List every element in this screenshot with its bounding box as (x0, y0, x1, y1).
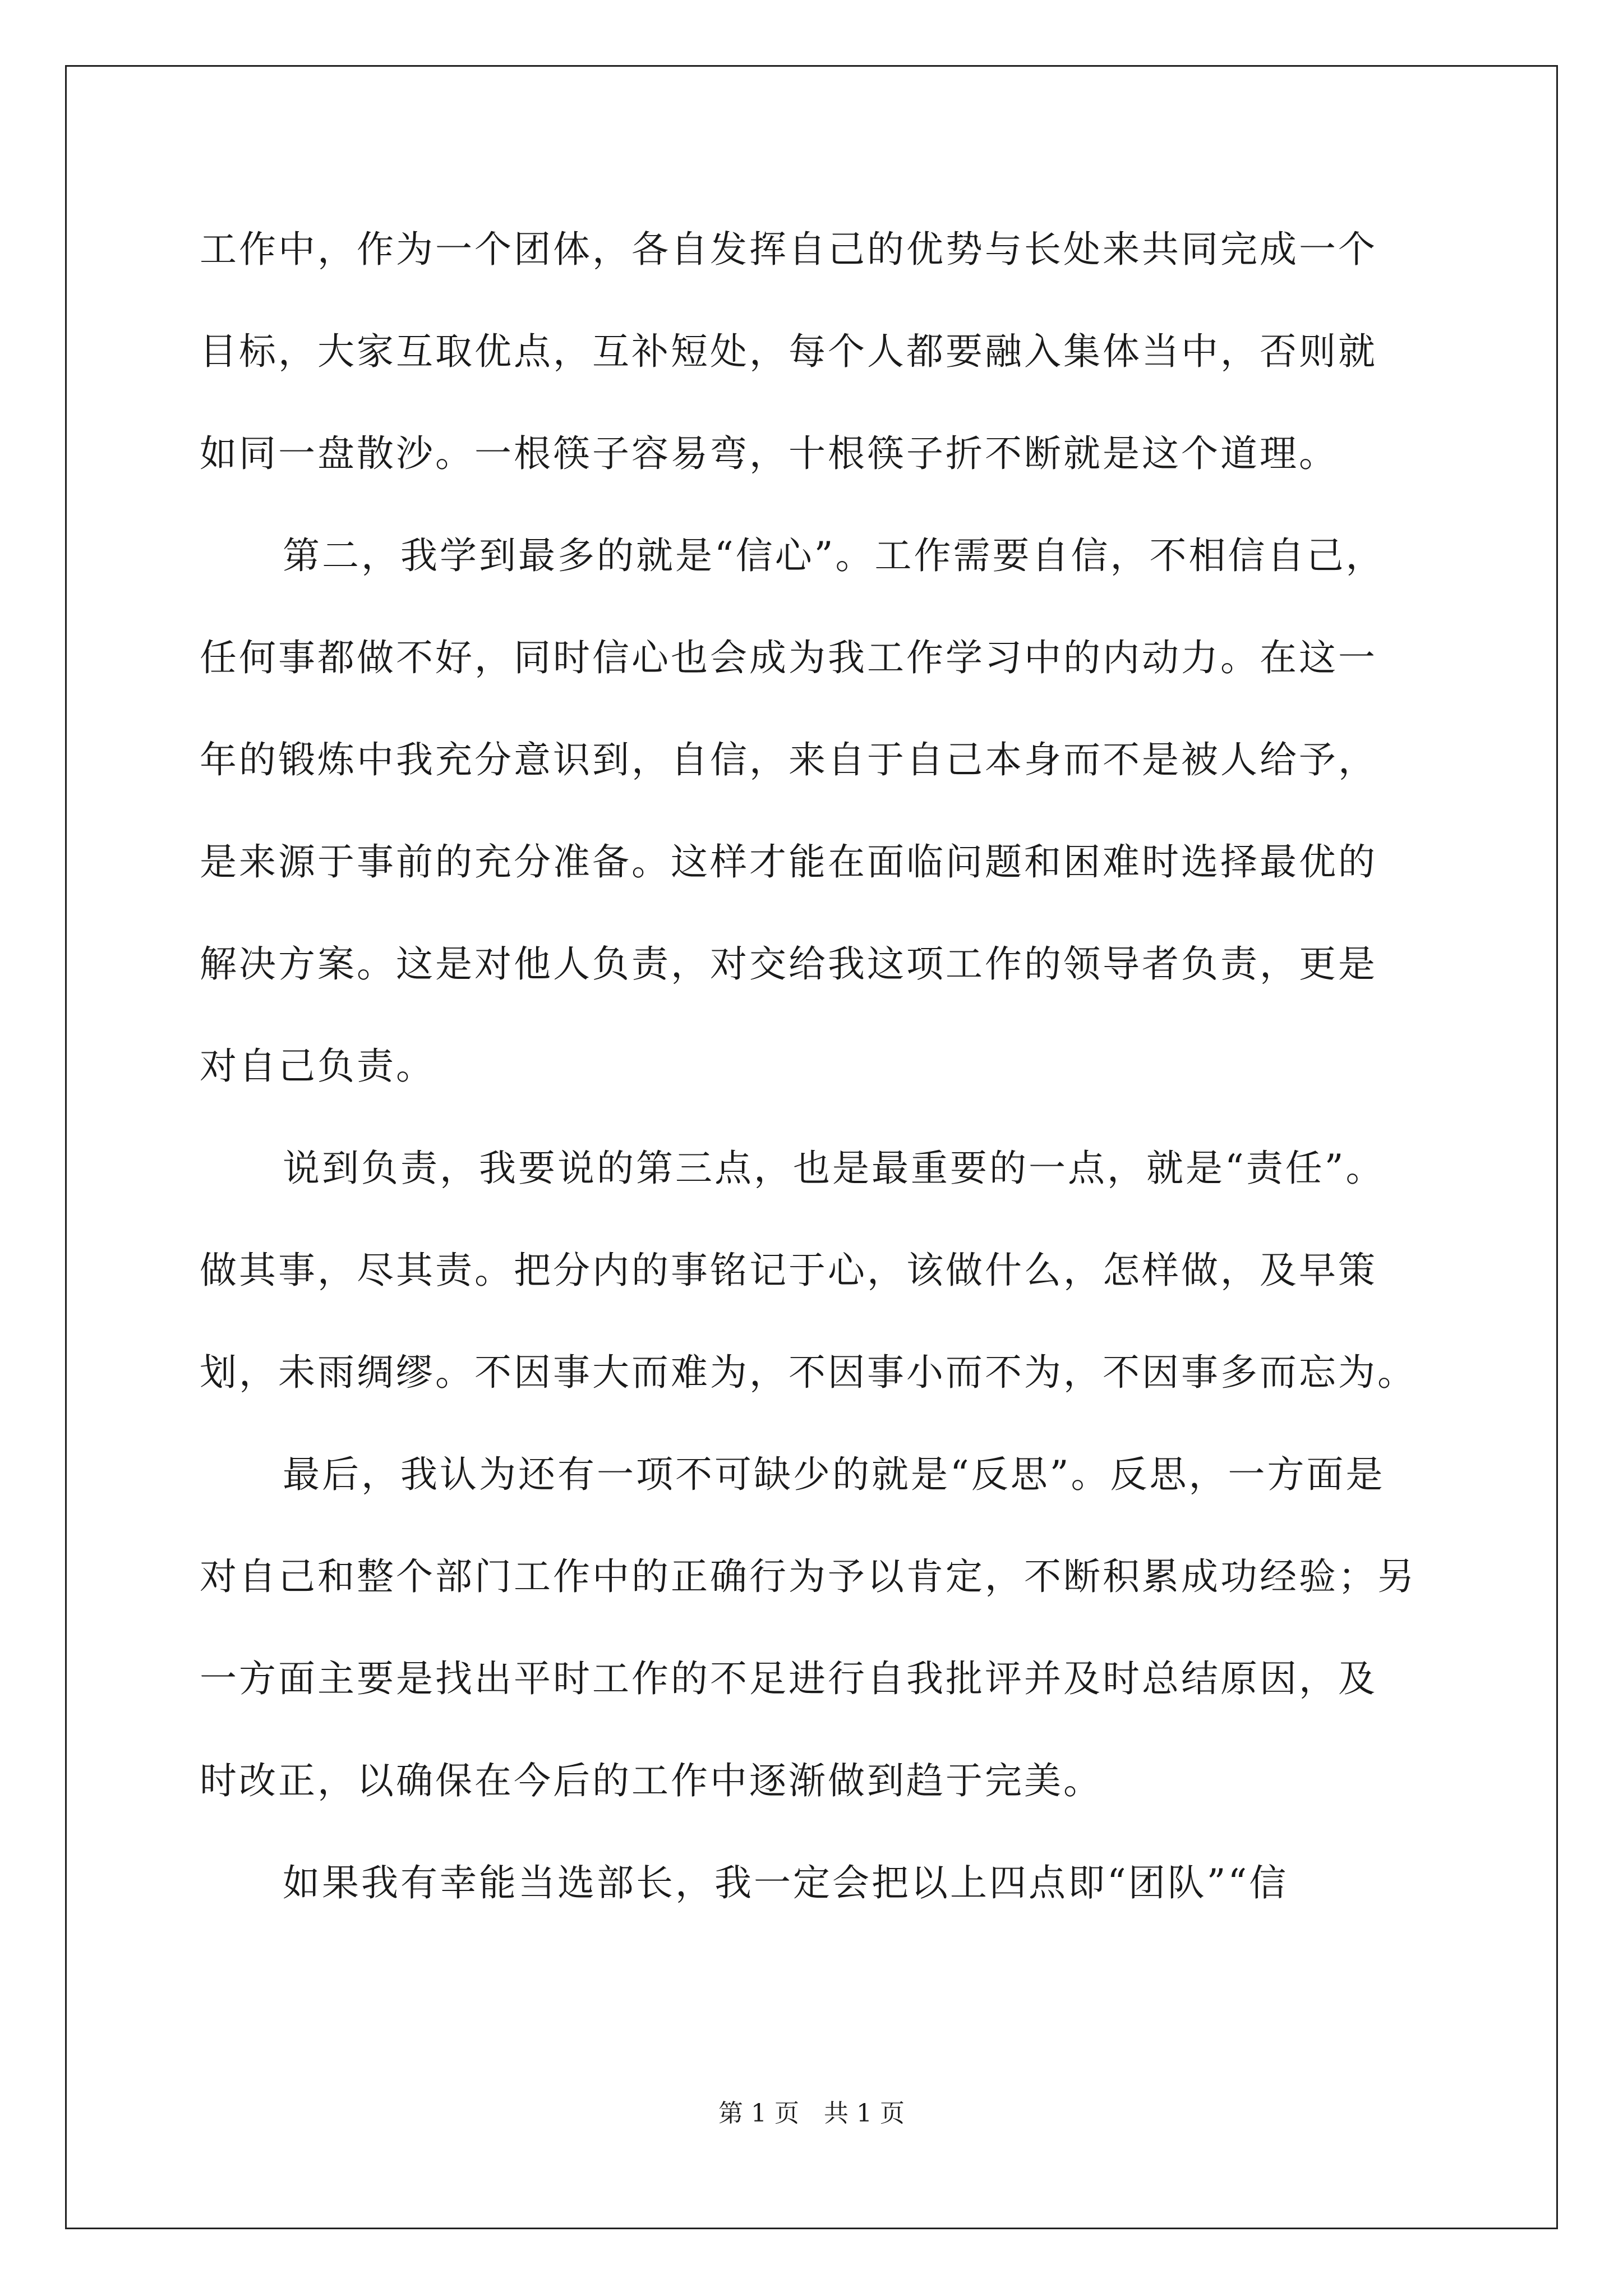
text-line: 年的锻炼中我充分意识到，自信，来自于自己本身而不是被人给予， (200, 738, 1377, 781)
text-line: 工作中，作为一个团体，各自发挥自己的优势与长处来共同完成一个 (200, 228, 1377, 271)
text-line: 是来源于事前的充分准备。这样才能在面临问题和困难时选择最优的 (200, 840, 1377, 884)
paragraph-start-line: 说到负责，我要说的第三点，也是最重要的一点，就是“责任”。 (283, 1147, 1385, 1190)
paragraph-start-line: 最后，我认为还有一项不可缺少的就是“反思”。反思，一方面是 (283, 1453, 1385, 1496)
text-line: 如同一盘散沙。一根筷子容易弯，十根筷子折不断就是这个道理。 (200, 432, 1338, 475)
text-line: 对自己负责。 (200, 1045, 435, 1088)
text-line: 时改正，以确保在今后的工作中逐渐做到趋于完美。 (200, 1759, 1103, 1802)
text-line: 目标，大家互取优点，互补短处，每个人都要融入集体当中，否则就 (200, 330, 1377, 373)
text-line: 任何事都做不好，同时信心也会成为我工作学习中的内动力。在这一 (200, 636, 1377, 679)
page-number-label: 第 1 页 共 1 页 (718, 2099, 905, 2128)
page-footer (0, 2097, 1623, 2131)
document-body (200, 216, 1428, 1952)
text-line: 做其事，尽其责。把分内的事铭记于心，该做什么，怎样做，及早策 (200, 1249, 1377, 1292)
text-line: 划，未雨绸缪。不因事大而难为，不因事小而不为，不因事多而忘为。 (200, 1351, 1417, 1394)
text-line: 一方面主要是找出平时工作的不足进行自我批评并及时总结原因，及 (200, 1657, 1377, 1700)
paragraph-start-line: 第二，我学到最多的就是“信心”。工作需要自信，不相信自己， (283, 534, 1385, 577)
text-line: 解决方案。这是对他人负责，对交给我这项工作的领导者负责，更是 (200, 942, 1377, 986)
text-line: 对自己和整个部门工作中的正确行为予以肯定，不断积累成功经验；另 (200, 1555, 1417, 1598)
paragraph-start-line: 如果我有幸能当选部长，我一定会把以上四点即“团队”“信 (283, 1861, 1289, 1904)
